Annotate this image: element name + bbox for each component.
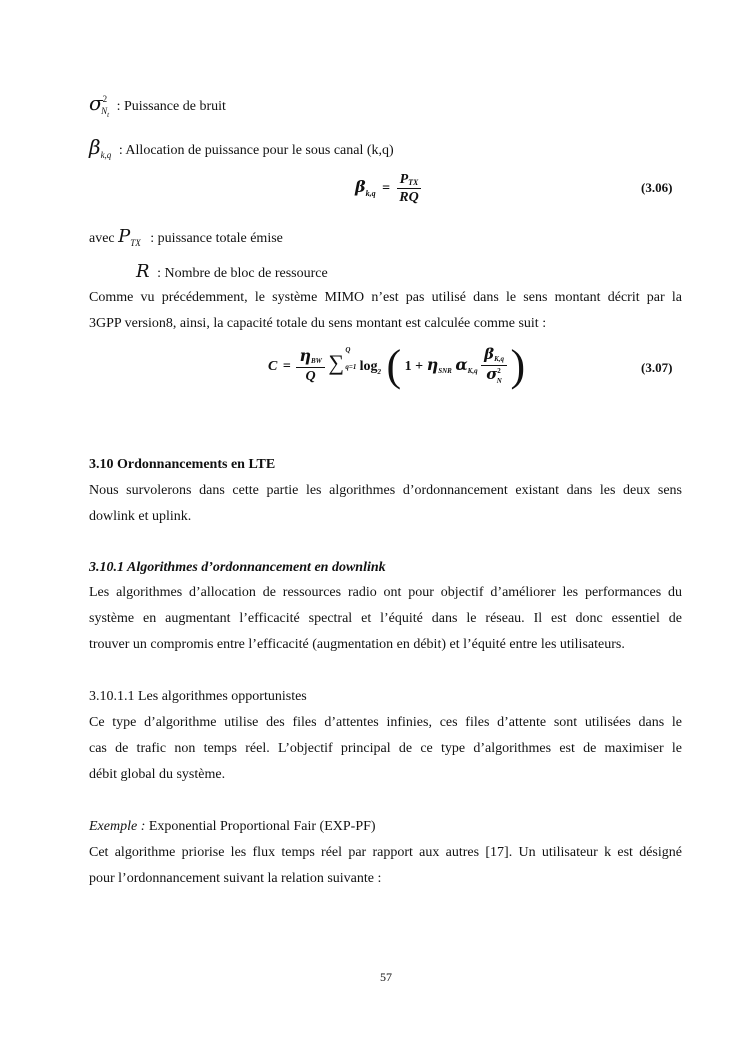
page-number: 57 [380, 970, 392, 984]
example-label: Exemple : [89, 819, 146, 834]
paragraph-intro-line-2: dowlink et uplink. [89, 509, 192, 524]
section-heading-3-10-1-1: 3.10.1.1 Les algorithmes opportunistes [89, 689, 307, 704]
section-heading-3-10-1: 3.10.1 Algorithmes d’ordonnancement en downlink [89, 560, 386, 575]
paragraph-opportunistic-line-1: Ce type d’algorithme utilise des files d’attentes infinies, ces files d’attente sont utilisées dans le [89, 715, 682, 730]
paragraph-opportunistic-line-2: cas de trafic non temps réel. L’objectif principal de ce type d’algorithmes est de maximiser le [89, 741, 682, 756]
noise-label: : Puissance de bruit [116, 99, 226, 114]
sigma-symbol: σ [89, 91, 103, 115]
paragraph-exp-pf-line-2: pour l’ordonnancement suivant la relation suivante : [89, 871, 382, 886]
paragraph-exp-pf-line-1: Cet algorithme priorise les flux temps réel par rapport aux autres [17]. Un utilisateur k est désigné [89, 845, 682, 860]
ptx-definition: avec $P_{TX}$ : puissance totale émise [89, 226, 283, 248]
r-definition: R : Nombre de bloc de ressource [136, 261, 328, 282]
equation-number-307: (3.07) [641, 360, 673, 375]
ptx-over-rq: $\frac{\text{PTX}}{RQ}$ [397, 172, 422, 206]
equation-3-07: C = $\frac{\text{ηBW}}{Q}$ ∑ Q q=1 $\log^2$ ( $1 + \eta^{SNR}$ $\alpha^{K,q}$ $\frac{\beta K,q}{\sigma^2_N}$ ) [268, 341, 526, 390]
paragraph-mimo-line-2: 3GPP version8, ainsi, la capacité totale du sens montant est calculée comme suit : [89, 316, 547, 331]
noise-definition: $\sigma^2_{Nt}$ : Puissance de bruit [89, 91, 226, 119]
equation-number-306: (3.06) [641, 180, 673, 195]
paragraph-downlink-line-1: Les algorithmes d’allocation de ressources radio ont pour objectif d’améliorer les performances du [89, 585, 682, 600]
ptx-label: : puissance totale émise [150, 231, 283, 246]
paragraph-opportunistic-line-3: débit global du système. [89, 767, 226, 782]
r-label: : Nombre de bloc de ressource [157, 266, 328, 281]
paragraph-intro-line-1: Nous survolerons dans cette partie les algorithmes d’ordonnancement existant dans les deux sens [89, 483, 682, 498]
paragraph-mimo-line-1: Comme vu précédemment, le système MIMO n’est pas utilisé dans le sens montant décrit par la [89, 290, 682, 305]
section-heading-3-10: 3.10 Ordonnancements en LTE [89, 457, 276, 472]
example-text: Exponential Proportional Fair (EXP-PF) [148, 819, 376, 834]
example-line [89, 814, 376, 840]
beta-symbol: β [89, 135, 101, 159]
alloc-label: : Allocation de puissance pour le sous canal (k,q) [118, 143, 394, 158]
paragraph-downlink-line-2: système en augmentant l’efficacité spectral et l’équité dans le réseau. Il est donc essentiel de [89, 611, 682, 626]
equation-3-06: $\beta_{k,q}$ = $\frac{\text{PTX}}{RQ}$ [355, 172, 421, 206]
paragraph-downlink-line-3: trouver un compromis entre l’efficacité (augmentation en débit) et l’équité entre les utilisateurs. [89, 637, 625, 652]
alloc-definition: $\beta_{k,q}$ : Allocation de puissance pour le sous canal (k,q) [89, 135, 394, 160]
